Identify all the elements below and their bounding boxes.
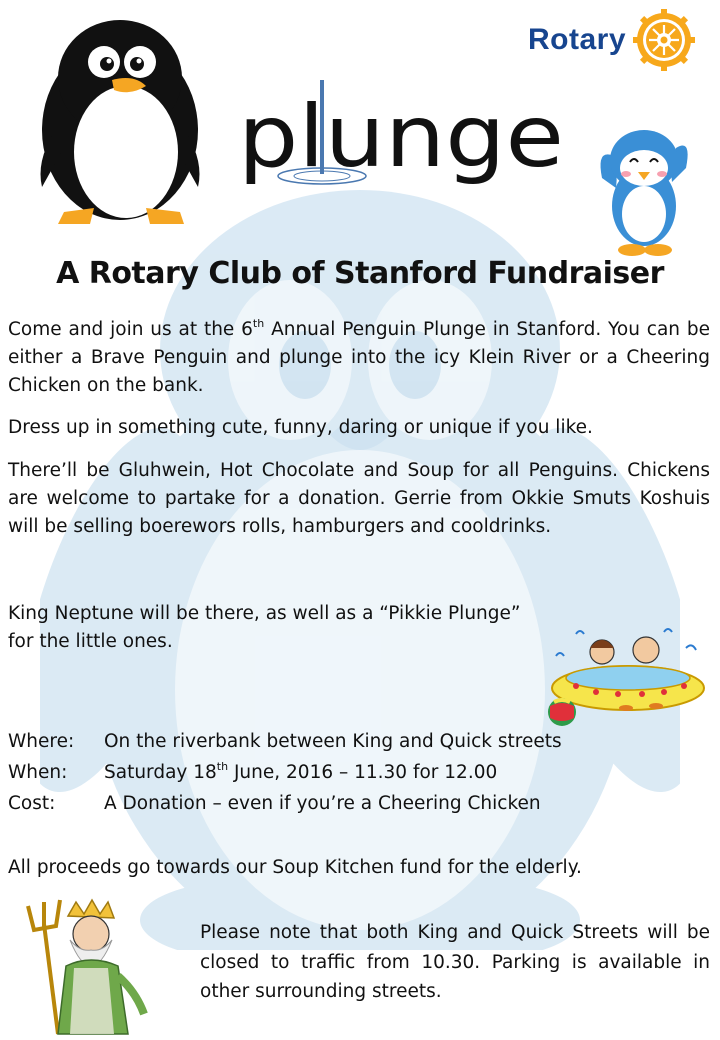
svg-text:plunge: plunge [238, 87, 564, 187]
penguin-right-icon [596, 118, 692, 258]
food-paragraph: There’ll be Gluhwein, Hot Chocolate and Soup for all Penguins. Chickens are welcome to partake for a donation. Gerrie from Okkie Smuts Koshuis will be selling boerewors rolls, hamburgers and cooldrinks. [8, 460, 710, 537]
when-time: June, 2016 – 11.30 for 12.00 [228, 762, 498, 783]
proceeds-line: All proceeds go towards our Soup Kitchen fund for the elderly. [8, 857, 582, 878]
page-title: A Rotary Club of Stanford Fundraiser [56, 256, 664, 291]
neptune-line-2: for the little ones. [8, 631, 173, 652]
neptune-line-1: King Neptune will be there, as well as a “Pikkie Plunge” [8, 603, 521, 624]
rotary-logo [528, 6, 720, 74]
intro-paragraph [8, 316, 710, 400]
rotary-wordmark: Rotary [528, 23, 627, 56]
when-row [8, 759, 497, 787]
when-date: Saturday 18 [104, 762, 217, 783]
where-label: Where: [8, 731, 75, 752]
cost-value: A Donation – even if you’re a Cheering Chicken [104, 793, 541, 814]
rotary-wheel-icon [632, 8, 696, 72]
where-row [8, 728, 562, 756]
intro-text-rest: Annual Penguin Plunge in Stanford. You can be either a Brave Penguin and plunge into the icy Klein River or a Cheering Chicken on the bank. [8, 319, 710, 396]
intro-ordinal-suffix: th [252, 317, 265, 330]
when-label: When: [8, 762, 68, 783]
cost-row [8, 790, 541, 818]
cost-label: Cost: [8, 793, 56, 814]
when-ordinal-suffix: th [216, 760, 229, 773]
plunge-wordmark [236, 78, 566, 198]
king-neptune-icon [18, 896, 158, 1036]
penguin-left-icon [34, 12, 206, 224]
dress-up-line: Dress up in something cute, funny, daring or unique if you like. [8, 417, 593, 438]
paddling-pool-icon [546, 626, 710, 730]
where-value: On the riverbank between King and Quick streets [104, 731, 562, 752]
intro-text-start: Come and join us at the 6 [8, 319, 253, 340]
traffic-note: Please note that both King and Quick Streets will be closed to traffic from 10.30. Parking is available in other surrounding streets. [200, 922, 710, 1002]
background-penguin-icon [40, 190, 680, 950]
